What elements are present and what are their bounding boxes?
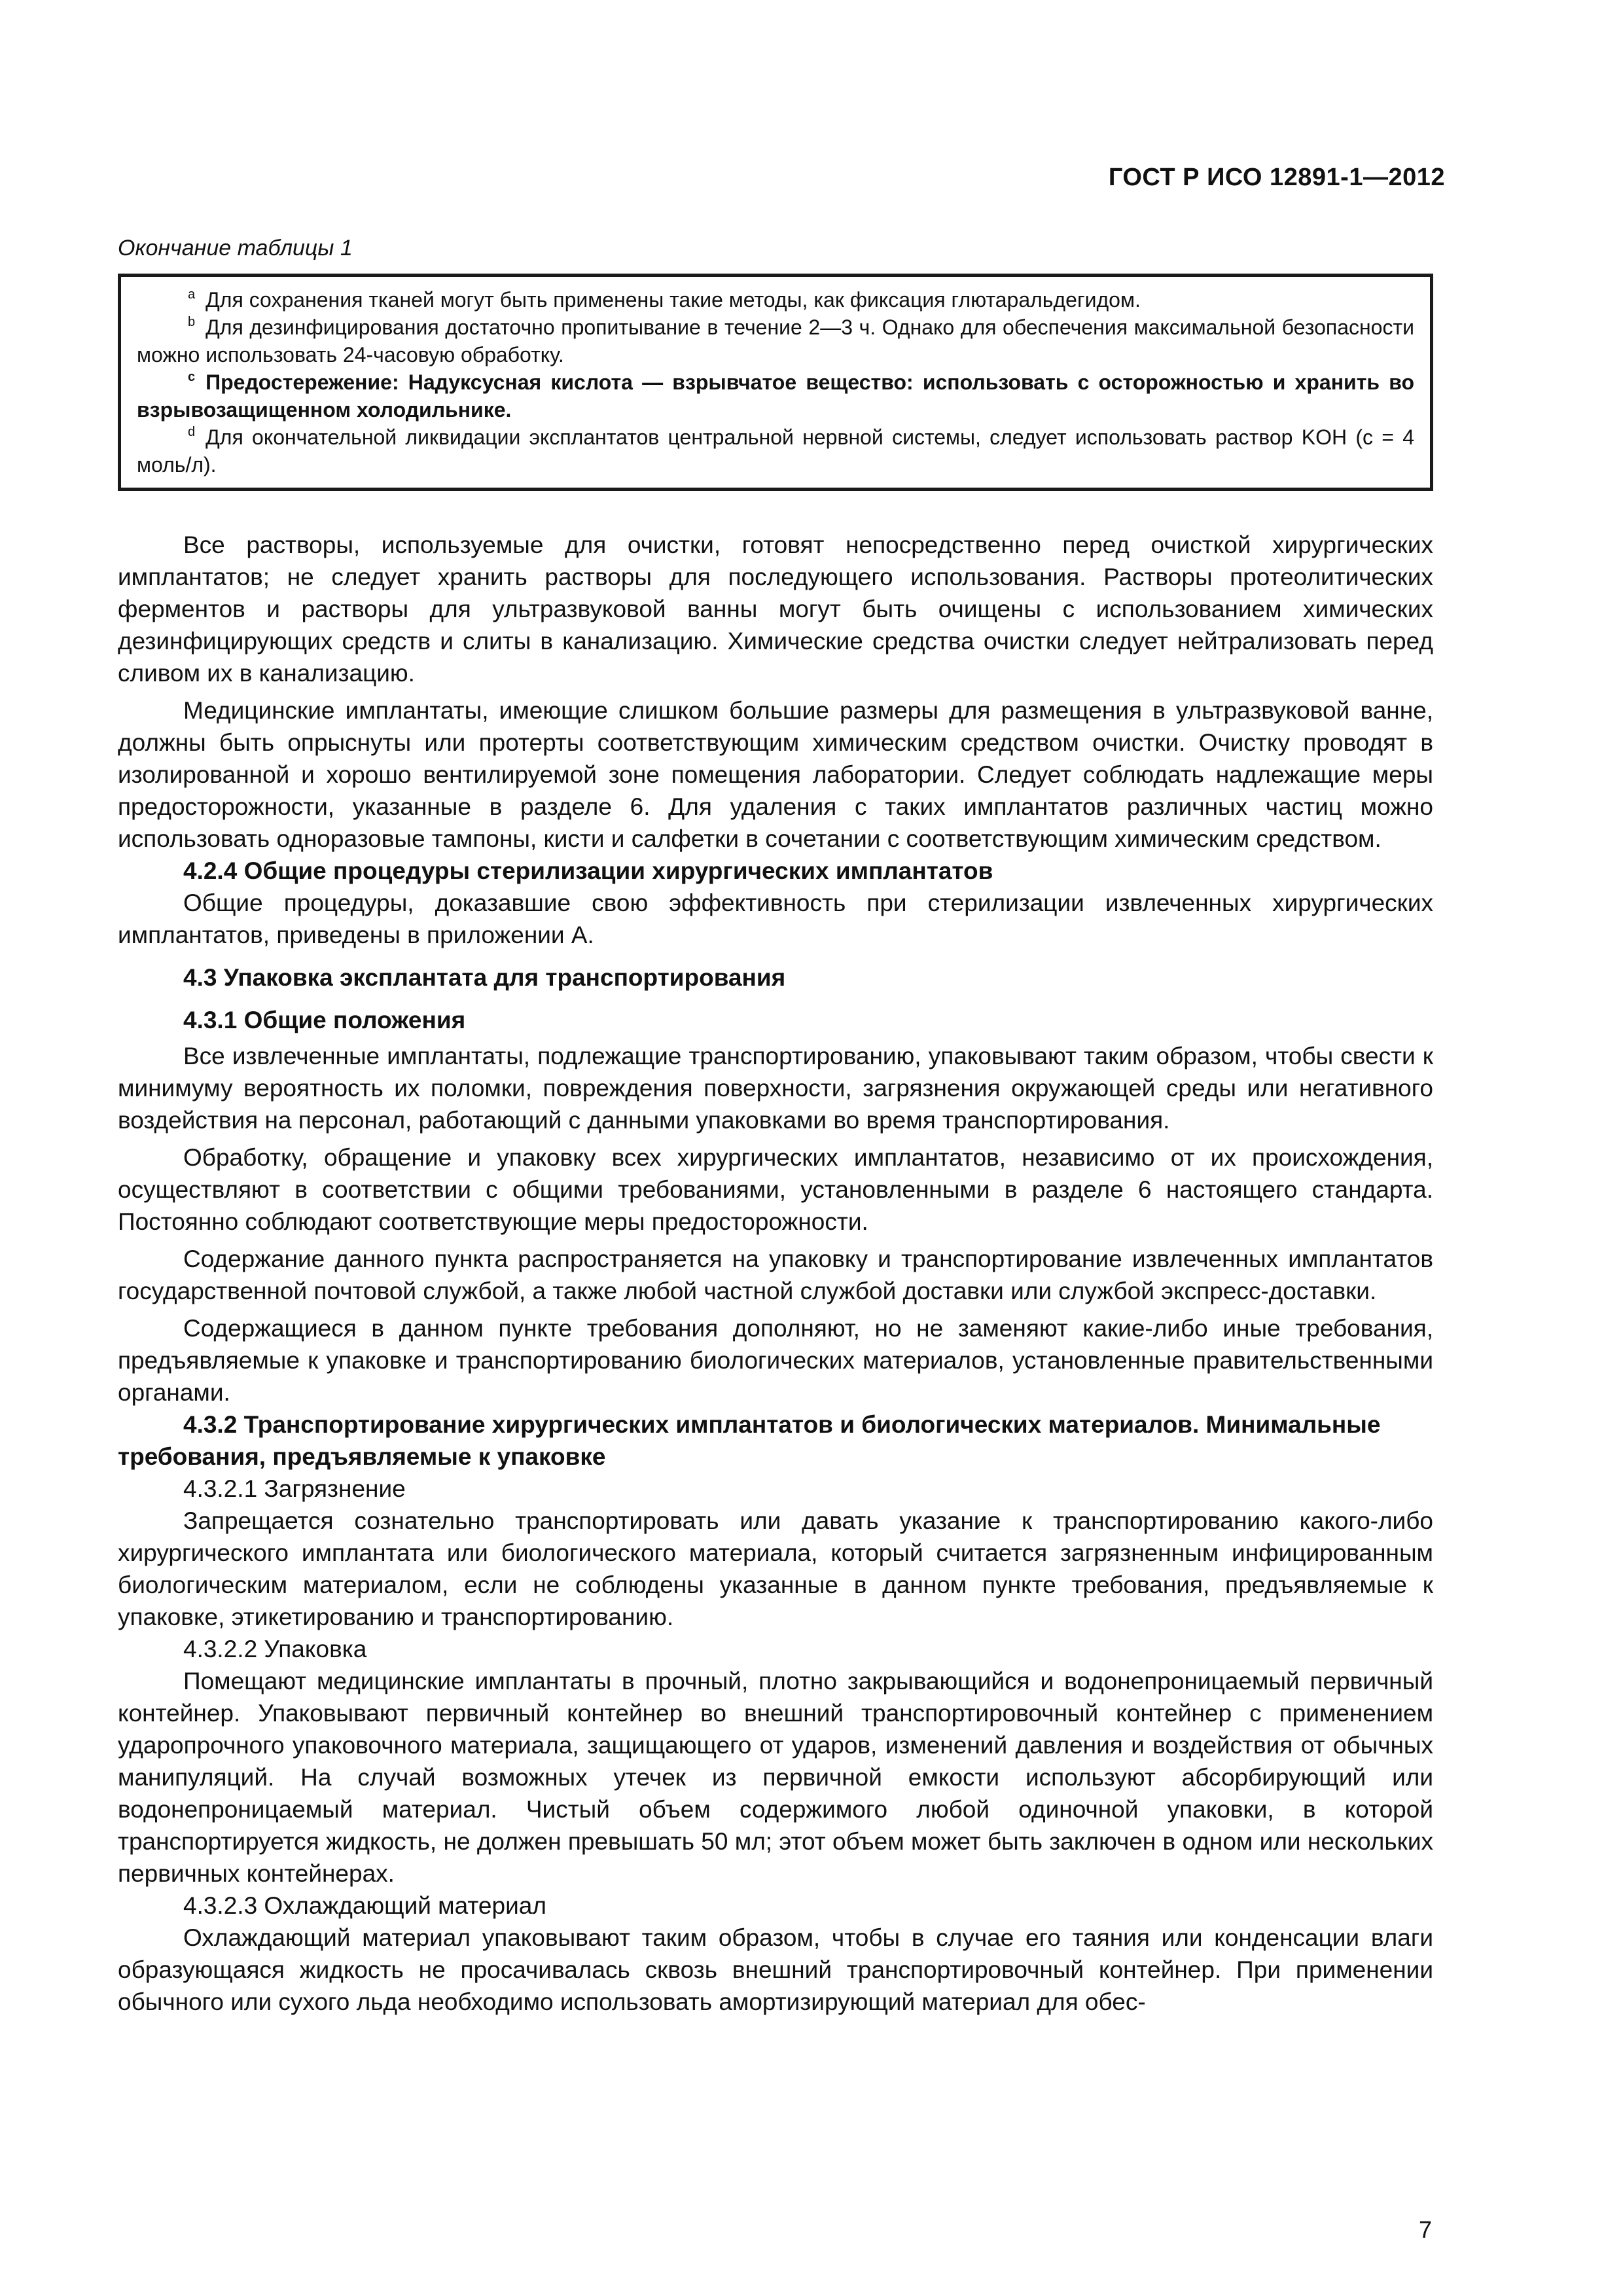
note-mark: d [188, 425, 196, 439]
note-text: Предостережение: Надуксусная кислота — взрывчатое вещество: использовать с осторожностью и хранить во взрывозащищенном холодильнике. [137, 370, 1414, 422]
section-heading-4-3: 4.3 Упаковка эксплантата для транспортирования [183, 964, 786, 991]
table-notes-box [118, 274, 1433, 491]
note-mark: b [188, 315, 196, 329]
paragraph: Все извлеченные имплантаты, подлежащие транспортированию, упаковывают таким образом, чтобы свести к минимуму вероятность их поломки, повреждения поверхности, загрязнения окружающей среды или негативного воздействия на персонал, работающий с данными упаковками во время транспортирования. [118, 1043, 1433, 1134]
paragraph: Содержание данного пункта распространяется на упаковку и транспортирование извлеченных имплантатов государственной почтовой службой, а также любой частной службой доставки или службой экспресс-доставки. [118, 1246, 1433, 1304]
section-heading-4-3-1: 4.3.1 Общие положения [183, 1007, 466, 1033]
paragraph: Обработку, обращение и упаковку всех хирургических имплантатов, независимо от их происхождения, осуществляют в соответствии с общими требованиями, установленными в разделе 6 настоящего стандарта. Постоянно соблюдают соответствующие меры предосторожности. [118, 1144, 1433, 1235]
page-number: 7 [1418, 2216, 1432, 2243]
subsection-heading-4-3-2-2: 4.3.2.2 Упаковка [183, 1636, 367, 1662]
paragraph: Все растворы, используемые для очистки, готовят непосредственно перед очисткой хирургических имплантатов; не следует хранить растворы для последующего использования. Растворы протеолитических ферментов и растворы для ультразвуковой ванны могут быть очищены с использованием химических дезинфицирующих средств и слиты в канализацию. Химические средства очистки следует нейтрализовать перед сливом их в канализацию. [118, 531, 1433, 687]
note-text: Для окончательной ликвидации эксплантатов центральной нервной системы, следует использовать раствор KOH (c = 4 моль/л). [137, 425, 1414, 476]
paragraph: Содержащиеся в данном пункте требования дополняют, но не заменяют какие-либо иные требования, предъявляемые к упаковке и транспортированию биологических материалов, установленные правительственными органами. [118, 1315, 1433, 1406]
subsection-heading-4-3-2-1: 4.3.2.1 Загрязнение [183, 1475, 406, 1502]
table-note-a [137, 286, 1414, 314]
note-mark: c [188, 370, 196, 384]
section-heading-4-2-4: 4.2.4 Общие процедуры стерилизации хирургических имплантатов [183, 857, 993, 884]
table-note-d [137, 423, 1414, 478]
paragraph: Охлаждающий материал упаковывают таким образом, чтобы в случае его таяния или конденсации влаги образующаяся жидкость не просачивалась сквозь внешний транспортировочный контейнер. При применении обычного или сухого льда необходимо использовать амортизирующий материал для обес- [118, 1924, 1433, 2015]
note-text: Для сохранения тканей могут быть применены такие методы, как фиксация глютаральдегидом. [205, 288, 1141, 312]
body-text [118, 529, 1433, 2018]
paragraph: Общие процедуры, доказавшие свою эффективность при стерилизации извлеченных хирургических имплантатов, приведены в приложении А. [118, 889, 1433, 948]
table-note-c [137, 368, 1414, 423]
paragraph: Запрещается сознательно транспортировать или давать указание к транспортированию какого-либо хирургического имплантата или биологического материала, который считается загрязненным инфицированным биологическим материалом, если не соблюдены указанные в данном пункте требования, предъявляемые к упаковке, этикетированию и транспортированию. [118, 1507, 1433, 1630]
paragraph: Медицинские имплантаты, имеющие слишком большие размеры для размещения в ультразвуковой ванне, должны быть опрыснуты или протерты соответствующим химическим средством очистки. Очистку проводят в изолированной и хорошо вентилируемой зоне помещения лаборатории. Следует соблюдать надлежащие меры предосторожности, указанные в разделе 6. Для удаления с таких имплантатов различных частиц можно использовать одноразовые тампоны, кисти и салфетки в сочетании с соответствующим химическим средством. [118, 697, 1433, 852]
note-text: Для дезинфицирования достаточно пропитывание в течение 2—3 ч. Однако для обеспечения максимальной безопасности можно использовать 24-часовую обработку. [137, 315, 1414, 367]
section-heading-4-3-2: 4.3.2 Транспортирование хирургических имплантатов и биологических материалов. Минимальные требования, предъявляемые к упаковке [118, 1411, 1381, 1470]
standard-code: ГОСТ Р ИСО 12891-1—2012 [1108, 164, 1445, 191]
table-note-b [137, 314, 1414, 368]
subsection-heading-4-3-2-3: 4.3.2.3 Охлаждающий материал [183, 1892, 546, 1919]
paragraph: Помещают медицинские имплантаты в прочный, плотно закрывающийся и водонепроницаемый первичный контейнер. Упаковывают первичный контейнер во внешний транспортировочный контейнер с применением ударопрочного упаковочного материала, защищающего от ударов, изменений давления и воздействия от обычных манипуляций. На случай возможных утечек из первичной емкости используют абсорбирующий или водонепроницаемый материал. Чистый объем содержимого любой одиночной упаковки, в которой транспортируется жидкость, не должен превышать 50 мл; этот объем может быть заключен в одном или нескольких первичных контейнерах. [118, 1668, 1433, 1887]
note-mark: a [188, 287, 196, 302]
table-caption: Окончание таблицы 1 [118, 236, 353, 260]
